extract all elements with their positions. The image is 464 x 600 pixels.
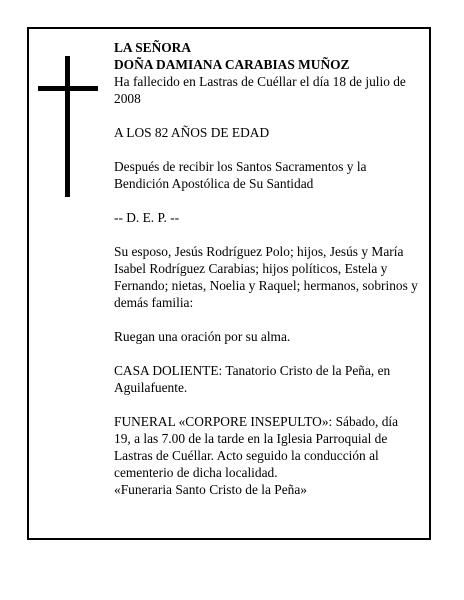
deceased-name: DOÑA DAMIANA CARABIAS MUÑOZ [114,57,350,72]
funeral-details: FUNERAL «CORPORE INSEPULTO»: Sábado, día 19, a las 7.00 de la tarde en la Iglesia Parroquial de Lastras de Cuéllar. Acto seguido la conducción al cementerio de dicha localidad. [114,414,399,480]
cross-horizontal-bar [38,86,98,91]
rip-line: -- D. E. P. -- [114,210,180,225]
prayer-request: Ruegan una oración por su alma. [114,329,291,344]
death-statement: Ha fallecido en Lastras de Cuéllar el día 18 de julio de 2008 [114,74,406,106]
mourning-house: CASA DOLIENTE: Tanatorio Cristo de la Peña, en Aguilafuente. [114,363,391,395]
notice-title: LA SEÑORA [114,40,192,55]
cross-vertical-bar [65,56,70,197]
age-statement: A LOS 82 AÑOS DE EDAD [114,125,270,140]
sacraments-statement: Después de recibir los Santos Sacramentos y la Bendición Apostólica de Su Santidad [114,159,367,191]
obituary-text [114,39,418,498]
funeral-home: «Funeraria Santo Cristo de la Peña» [114,482,308,497]
family-statement: Su esposo, Jesús Rodríguez Polo; hijos, Jesús y María Isabel Rodríguez Carabias; hijos políticos, Estela y Fernando; nietas, Noelia y Raquel; hermanos, sobrinos y demás familia: [114,244,418,310]
